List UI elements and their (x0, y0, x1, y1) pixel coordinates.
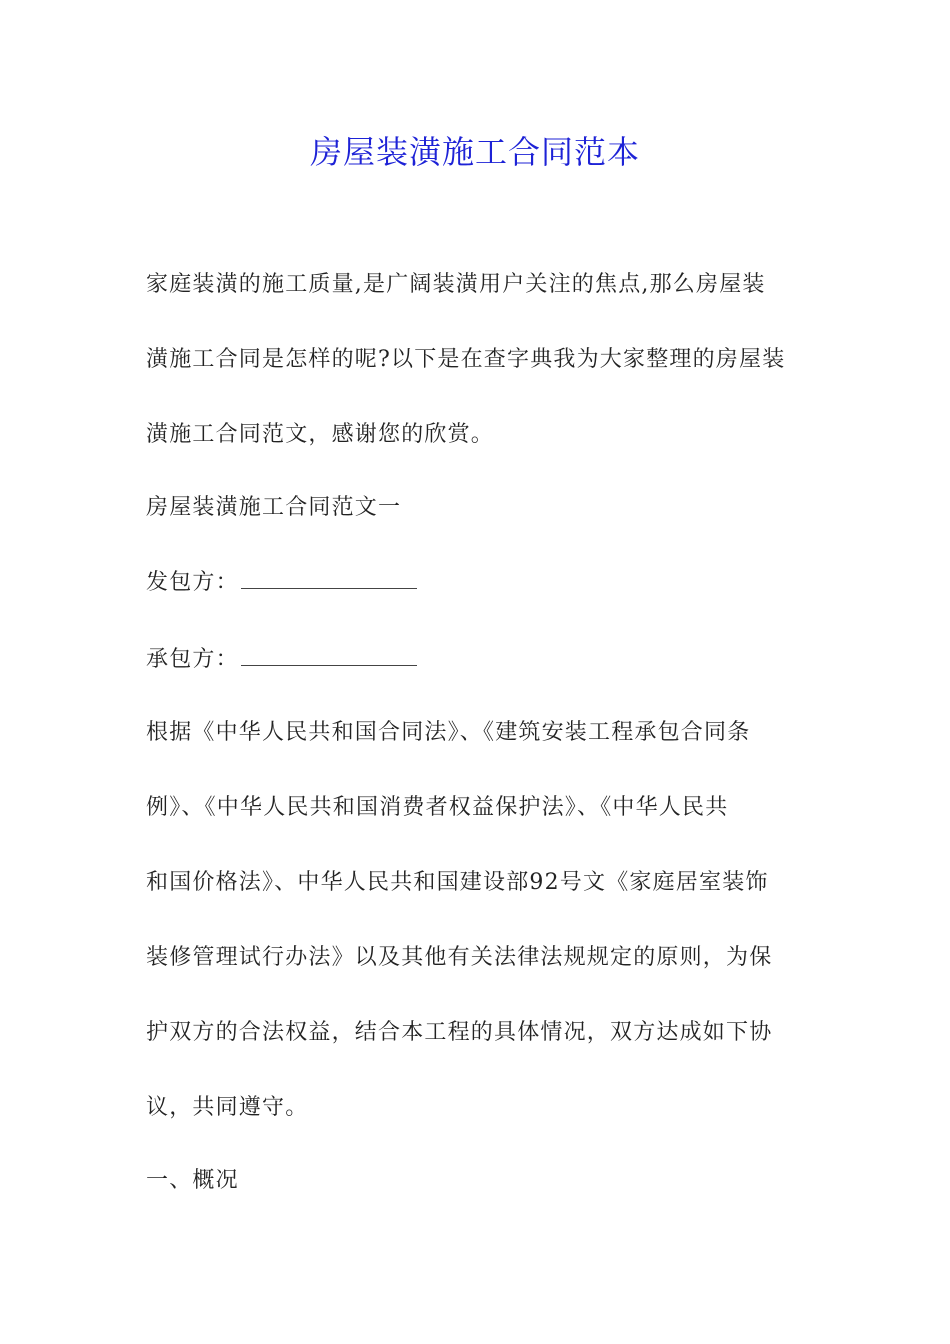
basis-line: 护双方的合法权益，结合本工程的具体情况，双方达成如下协 (146, 1020, 773, 1045)
party-a-label: 发包方： (146, 570, 239, 595)
basis-line: 议，共同遵守。 (146, 1095, 309, 1120)
clause-one-heading: 一、概况 (146, 1168, 239, 1193)
party-b-label: 承包方： (146, 647, 239, 672)
party-a-blank-line (241, 568, 417, 589)
basis-line: 装修管理试行办法》以及其他有关法律法规规定的原则，为保 (146, 945, 773, 970)
section-heading: 房屋装潢施工合同范文一 (146, 495, 402, 520)
intro-line: 潢施工合同范文，感谢您的欣赏。 (146, 422, 495, 447)
document-title: 房屋装潢施工合同范本 (309, 133, 640, 171)
basis-line: 例》、《中华人民共和国消费者权益保护法》、《中华人民共 (146, 795, 729, 820)
party-a-row (146, 568, 816, 598)
party-b-row (146, 645, 816, 675)
basis-line: 根据《中华人民共和国合同法》、《建筑安装工程承包合同条 (146, 720, 751, 745)
intro-line: 家庭装潢的施工质量,是广阔装潢用户关注的焦点,那么房屋装 (146, 272, 766, 297)
basis-line: 和国价格法》、中华人民共和国建设部92号文《家庭居室装饰 (146, 870, 769, 895)
intro-line: 潢施工合同是怎样的呢?以下是在查字典我为大家整理的房屋装 (146, 347, 786, 372)
party-b-blank-line (241, 645, 417, 666)
